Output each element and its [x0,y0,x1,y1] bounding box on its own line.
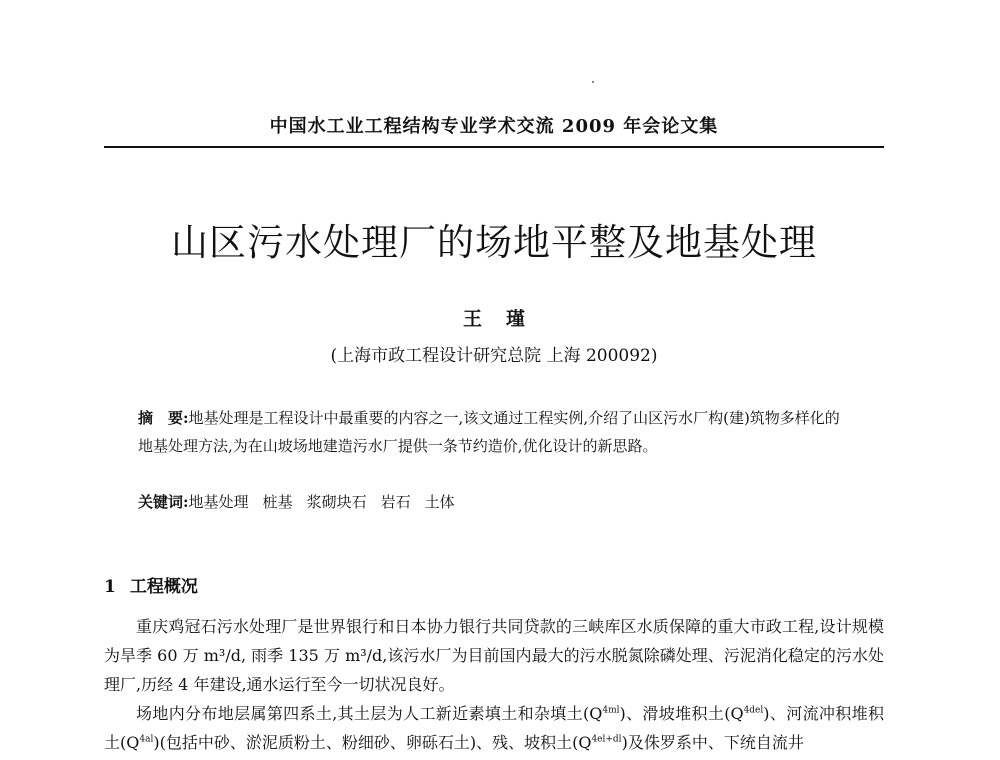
author-affiliation: (上海市政工程设计研究总院 上海 200092) [330,346,658,366]
keyword-item: 土体 [424,493,455,511]
body-paragraph-1: 重庆鸡冠石污水处理厂是世界银行和日本协力银行共同贷款的三峡库区水质保障的重大市政工程,设计规模为旱季 60 万 m³/d, 雨季 135 万 m³/d,该污水厂为目前国内最大的污水脱氮除磷处理、污泥消化稳定的污水处理厂,历经 4 年建设,通水运行至今一切状况良好。 [104,617,884,694]
p2-sup-3: 4al [139,734,154,745]
keywords [138,490,852,514]
keyword-item: 岩石 [380,493,411,511]
section-title: 工程概况 [129,577,198,597]
author-name: 王瑾 [462,308,549,330]
section-heading [104,572,198,597]
p2-sup-2: 4del [743,705,764,716]
abstract-label: 摘 要: [138,409,189,427]
keyword-list [189,493,469,511]
p2-sup-1: 4ml [602,705,620,716]
abstract-paragraph [138,404,852,460]
abstract-text: 地基处理是工程设计中最重要的内容之一,该文通过工程实例,介绍了山区污水厂构(建)筑物多样化的地基处理方法,为在山坡场地建造污水厂提供一条节约造价,优化设计的新思路。 [138,409,840,455]
section-number: 1 [104,577,116,597]
p2-sup-4: 4el+dl [591,734,622,745]
running-header: 中国水工业工程结构专业学术交流 2009 年会论文集 [269,116,719,137]
scan-speck [592,81,594,83]
section-body [104,612,884,757]
keywords-label: 关键词: [138,493,189,511]
abstract [138,404,852,460]
keyword-item: 桩基 [262,493,293,511]
p2-text-c: )、河流冲积堆积土(Q [104,704,884,752]
p2-text-e: )及侏罗系中、下统自流井 [621,733,804,752]
paper-title: 山区污水处理厂的场地平整及地基处理 [171,221,817,264]
p2-text-a: 场地内分布地层属第四系土,其土层为人工新近素填土和杂填土(Q [136,704,603,723]
keyword-item: 浆砌块石 [306,493,367,511]
keyword-item: 地基处理 [188,493,249,511]
header-rule [104,146,884,148]
body-paragraph-2 [104,699,884,757]
p2-text-d: )(包括中砂、淤泥质粉土、粉细砂、卵砾石土)、残、坡积土(Q [153,733,592,752]
p2-text-b: )、滑坡堆积土(Q [619,704,744,723]
